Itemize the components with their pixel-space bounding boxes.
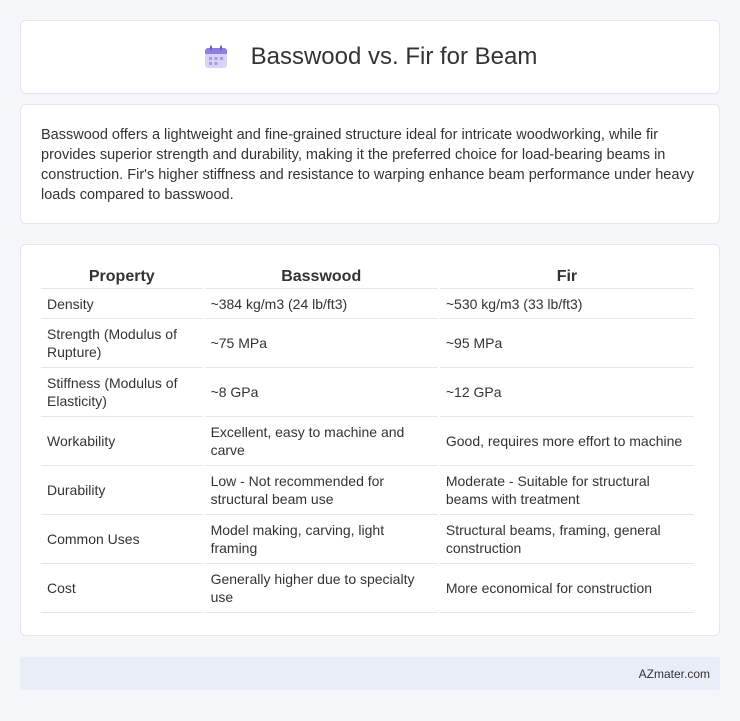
table-row: [41, 319, 694, 368]
basswood-cell: Low - Not recommended for structural beam use: [205, 466, 438, 515]
basswood-cell: ~8 GPa: [205, 368, 438, 417]
header-inner: [203, 43, 538, 71]
basswood-cell: ~75 MPa: [205, 319, 438, 368]
table-row: [41, 515, 694, 564]
property-cell: Cost: [41, 564, 203, 613]
basswood-cell: Generally higher due to specialty use: [205, 564, 438, 613]
fir-cell: ~530 kg/m3 (33 lb/ft3): [440, 289, 694, 319]
calendar-icon: [203, 44, 229, 70]
page-title: Basswood vs. Fir for Beam: [250, 43, 538, 70]
table-row: [41, 289, 694, 319]
intro-card: [20, 104, 720, 224]
header-card: [20, 20, 720, 94]
table-row: [41, 466, 694, 515]
comparison-card: [20, 244, 720, 636]
basswood-cell: Model making, carving, light framing: [205, 515, 438, 564]
comparison-table: [39, 265, 696, 613]
fir-cell: ~12 GPa: [440, 368, 694, 417]
header-basswood: Basswood: [205, 265, 438, 289]
property-cell: Strength (Modulus of Rupture): [41, 319, 203, 368]
fir-cell: More economical for construction: [440, 564, 694, 613]
table-row: [41, 368, 694, 417]
basswood-cell: ~384 kg/m3 (24 lb/ft3): [205, 289, 438, 319]
fir-cell: Good, requires more effort to machine: [440, 417, 694, 466]
property-cell: Durability: [41, 466, 203, 515]
table-header-row: [41, 265, 694, 289]
fir-cell: ~95 MPa: [440, 319, 694, 368]
property-cell: Stiffness (Modulus of Elasticity): [41, 368, 203, 417]
header-fir: Fir: [440, 265, 694, 289]
footer-source: AZmater.com: [638, 666, 710, 681]
property-cell: Workability: [41, 417, 203, 466]
fir-cell: Structural beams, framing, general construction: [440, 515, 694, 564]
table-row: [41, 417, 694, 466]
table-row: [41, 564, 694, 613]
property-cell: Density: [41, 289, 203, 319]
footer-bar: [20, 657, 720, 690]
basswood-cell: Excellent, easy to machine and carve: [205, 417, 438, 466]
intro-paragraph: Basswood offers a lightweight and fine-grained structure ideal for intricate woodworking, while fir provides superior strength and durability, making it the preferred choice for load-bearing beams in construction. Fir's higher stiffness and resistance to warping enhance beam performance under heavy loads compared to basswood.: [41, 127, 694, 203]
property-cell: Common Uses: [41, 515, 203, 564]
fir-cell: Moderate - Suitable for structural beams with treatment: [440, 466, 694, 515]
header-property: Property: [41, 265, 203, 289]
